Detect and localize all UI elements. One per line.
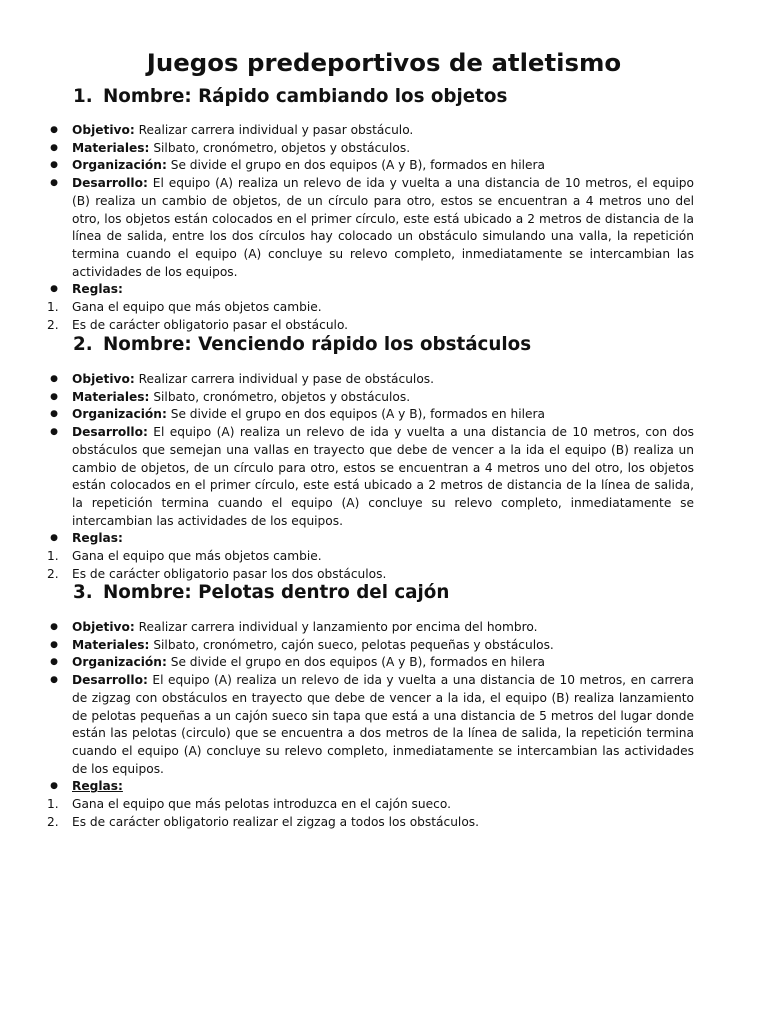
rule-item bbox=[0, 814, 694, 832]
list-item-reglas bbox=[0, 530, 694, 548]
rule-number: 1. bbox=[47, 300, 59, 315]
bullet-icon: ● bbox=[50, 142, 58, 153]
list-item-objetivo bbox=[0, 619, 694, 637]
rule-number: 2. bbox=[47, 814, 59, 829]
item-label: Materiales: bbox=[72, 389, 150, 404]
rule-text: Es de carácter obligatorio pasar los dos obstáculos. bbox=[72, 566, 387, 581]
item-label: Objetivo: bbox=[72, 620, 135, 634]
bullet-icon: ● bbox=[50, 160, 58, 171]
section-number: 1. bbox=[73, 86, 93, 107]
list-item-materiales bbox=[0, 389, 694, 407]
rule-number: 1. bbox=[47, 549, 59, 564]
item-label: Reglas: bbox=[72, 531, 123, 546]
list-item-reglas bbox=[0, 281, 694, 299]
item-text: Se divide el grupo en dos equipos (A y B), formados en hilera bbox=[170, 655, 545, 670]
item-label: Desarrollo: bbox=[72, 425, 148, 440]
item-label: Reglas: bbox=[72, 282, 123, 297]
rule-item bbox=[0, 566, 694, 584]
section-1-body bbox=[0, 122, 768, 334]
item-label: Desarrollo: bbox=[72, 176, 148, 191]
rule-text: Es de carácter obligatorio realizar el zigzag a todos los obstáculos. bbox=[72, 814, 480, 829]
item-label: Objetivo: bbox=[72, 123, 135, 137]
bullet-icon: ● bbox=[50, 781, 58, 792]
bullet-icon: ● bbox=[50, 622, 58, 632]
rule-item bbox=[0, 317, 694, 335]
section-heading-3 bbox=[73, 584, 449, 602]
list-item-objetivo bbox=[0, 371, 694, 389]
item-text: Se divide el grupo en dos equipos (A y B), formados en hilera bbox=[170, 407, 545, 422]
bullet-icon: ● bbox=[50, 639, 58, 650]
rule-item bbox=[0, 299, 694, 317]
item-label: Desarrollo: bbox=[72, 673, 148, 688]
bullet-icon: ● bbox=[50, 533, 58, 544]
item-label: Materiales: bbox=[72, 637, 150, 652]
section-heading-2 bbox=[73, 336, 531, 354]
item-label: Reglas: bbox=[72, 779, 123, 794]
bullet-icon: ● bbox=[50, 391, 58, 402]
item-text: El equipo (A) realiza un relevo de ida y vuelta a una distancia de 10 metros, el equipo (B) realiza un cambio de objetos, de un círculo para otro, estos se encuentran a 4 metros uno del otro, los objetos están colocados en el primer círculo, este está ubicado a 2 metros de distancia de la línea de salida, entre los dos círculos hay colocado un obstáculo simulando una valla, la repetición termina cuando el equipo (A) concluye su relevo completo, inmediatamente se intercambian las actividades de los equipos. bbox=[72, 176, 694, 279]
section-title: Nombre: Venciendo rápido los obstáculos bbox=[103, 334, 532, 355]
bullet-icon: ● bbox=[50, 427, 58, 438]
list-item-materiales bbox=[0, 637, 694, 655]
item-text: Silbato, cronómetro, cajón sueco, pelotas pequeñas y obstáculos. bbox=[153, 637, 554, 652]
item-text: Silbato, cronómetro, objetos y obstáculos. bbox=[153, 389, 411, 404]
section-number: 3. bbox=[73, 582, 93, 603]
list-item-organizacion bbox=[0, 406, 694, 424]
item-text: Silbato, cronómetro, objetos y obstáculos. bbox=[153, 140, 411, 155]
rule-text: Gana el equipo que más objetos cambie. bbox=[72, 549, 322, 564]
item-label: Organización: bbox=[72, 158, 167, 173]
list-item-organizacion bbox=[0, 157, 694, 175]
section-title: Nombre: Rápido cambiando los objetos bbox=[103, 86, 508, 107]
section-2-body bbox=[0, 371, 768, 583]
bullet-icon: ● bbox=[50, 178, 58, 189]
bullet-icon: ● bbox=[50, 374, 58, 384]
bullet-icon: ● bbox=[50, 675, 58, 686]
item-text: Se divide el grupo en dos equipos (A y B), formados en hilera bbox=[170, 158, 545, 173]
item-label: Objetivo: bbox=[72, 372, 135, 386]
list-item-desarrollo bbox=[0, 672, 694, 778]
item-label: Organización: bbox=[72, 655, 167, 670]
rule-number: 2. bbox=[47, 317, 59, 332]
rule-number: 2. bbox=[47, 566, 59, 581]
bullet-icon: ● bbox=[50, 284, 58, 295]
rule-item bbox=[0, 796, 694, 814]
list-item-desarrollo bbox=[0, 424, 694, 530]
list-item-objetivo bbox=[0, 122, 694, 140]
section-heading-1 bbox=[73, 88, 507, 106]
list-item-organizacion bbox=[0, 654, 694, 672]
item-text: Realizar carrera individual y pasar obstáculo. bbox=[138, 123, 414, 137]
rule-number: 1. bbox=[47, 797, 59, 812]
item-label: Organización: bbox=[72, 407, 167, 422]
rule-item bbox=[0, 548, 694, 566]
section-title: Nombre: Pelotas dentro del cajón bbox=[103, 582, 450, 603]
section-number: 2. bbox=[73, 334, 93, 355]
bullet-icon: ● bbox=[50, 125, 58, 135]
list-item-desarrollo bbox=[0, 175, 694, 281]
rule-text: Gana el equipo que más pelotas introduzca en el cajón sueco. bbox=[72, 797, 451, 812]
list-item-reglas bbox=[0, 778, 694, 796]
bullet-icon: ● bbox=[50, 657, 58, 668]
rule-text: Gana el equipo que más objetos cambie. bbox=[72, 300, 322, 315]
item-text: Realizar carrera individual y pase de obstáculos. bbox=[138, 372, 435, 386]
list-item-materiales bbox=[0, 140, 694, 158]
section-3-body bbox=[0, 619, 768, 831]
item-text: El equipo (A) realiza un relevo de ida y vuelta a una distancia de 10 metros, con dos obstáculos que semejan una vallas en trayecto que debe de vencer a la ida el equipo (B) realiza un cambio de objetos, de un círculo para otro, estos se encuentran a 4 metros uno del otro, los objetos están colocados en el primer círculo, este está ubicado a 2 metros de distancia de la línea de salida, la repetición termina cuando el equipo (A) concluye su relevo completo, inmediatamente se intercambian las actividades de los equipos. bbox=[72, 425, 695, 528]
bullet-icon: ● bbox=[50, 409, 58, 420]
item-text: Realizar carrera individual y lanzamiento por encima del hombro. bbox=[138, 620, 538, 634]
item-text: El equipo (A) realiza un relevo de ida y vuelta a una distancia de 10 metros, en carrera de zigzag con obstáculos en trayecto que debe de vencer a la ida, el equipo (B) realiza lanzamiento de pelotas pequeñas a un cajón sueco sin tapa que está a una distancia de 5 metros del lugar donde están las pelotas (circulo) que se encuentra a dos metros de la línea de salida, la repetición termina cuando el equipo (A) concluye su relevo completo, inmediatamente se intercambian las actividades de los equipos. bbox=[72, 673, 695, 776]
document-title: Juegos predeportivos de atletismo bbox=[146, 48, 622, 77]
item-label: Materiales: bbox=[72, 140, 150, 155]
rule-text: Es de carácter obligatorio pasar el obstáculo. bbox=[72, 317, 349, 332]
